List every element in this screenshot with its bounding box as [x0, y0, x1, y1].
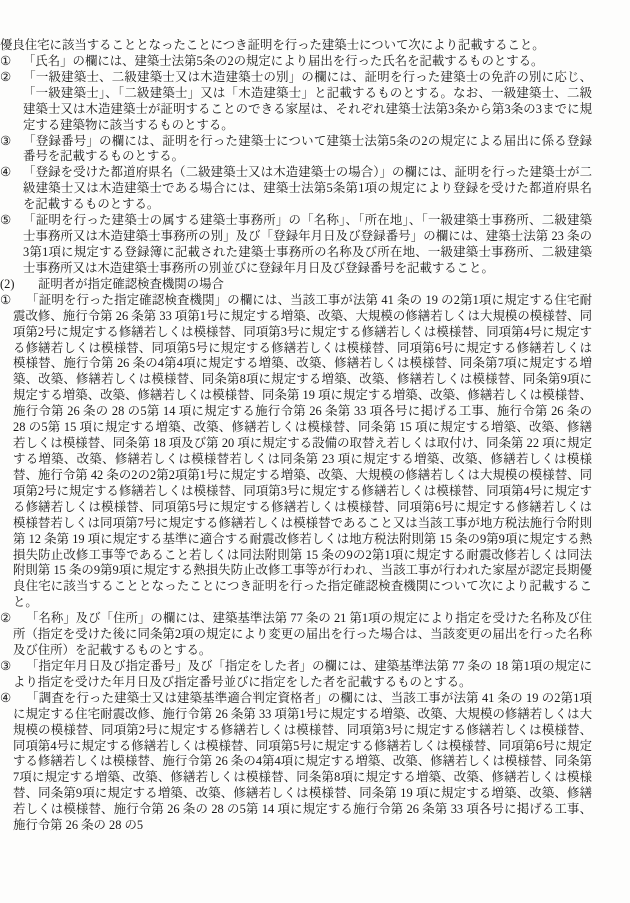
- item-marker: ③: [0, 133, 12, 148]
- list-item-2-1: [0, 293, 592, 611]
- list-item-2-2: [0, 611, 592, 659]
- document-body: [0, 38, 592, 834]
- item-text: 「氏名」の欄には、建築士法第5条の2の規定により届出を行った氏名を記載するものとする。: [23, 53, 544, 68]
- item-text: 「登録番号」の欄には、証明を行った建築士について建築士法第5条の2の規定による届出に係る登録番号を記載するものとする。: [23, 133, 592, 164]
- list-item-1-5: [0, 213, 592, 277]
- list-item-1-2: [0, 70, 592, 134]
- item-text: 「証明を行った建築士の属する建築士事務所」の「名称」、「所在地」、「一級建築士事務所、二級建築士事務所又は木造建築士事務所の別」及び「登録年月日及び登録番号」の欄には、建築士法第 23 条の3第1項に規定する登録簿に記載された建築士事務所の名称及び所在地、一級建築士事務所、二級建築士事務所又は木造建築士事務所の別並びに登録年月日及び登録番号を記載すること。: [23, 213, 592, 275]
- item-text: 「証明を行った指定確認検査機関」の欄には、当該工事が法第 41 条の 19 の2第1項に規定する住宅耐震改修、施行令第 26 条第 33 項第1号に規定する増築、改築、大規模の修繕若しくは大規模の模様替、同項第2号に規定する修繕若しくは模様替、同項第3号に規定する修繕若しくは模様替、同項第4号に規定する修繕若しくは模様替、同項第5号に規定する修繕若しくは模様替、同項第6号に規定する修繕若しくは模様替、施行令第 26 条の4第4項に規定する増築、改築、修繕若しくは模様替、同条第7項に規定する増築、改築、修繕若しくは模様替、同条第8項に規定する増築、改築、修繕若しくは模様替、同条第9項に規定する増築、改築、修繕若しくは模様替、同条第 19 項に規定する増築、改築、修繕若しくは模様替、施行令第 26 条の 28 の5第 14 項に規定する施行令第 26 条第 33 項各号に掲げる工事、施行令第 26 条の 28 の5第 15 項に規定する増築、改築、修繕若しくは模様替、同条第 15 項に規定する増築、改築、修繕若しくは模様替、同条第 18 項及び第 20 項に規定する設備の取替え若しくは取付け、同条第 22 項に規定する増築、改築、修繕若しくは模様替若しくは同条第 23 項に規定する増築、改築、修繕若しくは模様替、施行令第 42 条の2の2第2項第1号に規定する増築、改築、大規模の修繕若しくは大規模の模様替、同項第2号に規定する修繕若しくは模様替、同項第3号に規定する修繕若しくは模様替、同項第4号に規定する修繕若しくは模様替、同項第5号に規定する修繕若しくは模様替、同項第6号に規定する修繕若しくは模様替若しくは同項第7号に規定する修繕若しくは模様替であること又は当該工事が地方税法施行令附則第 12 条第 19 項に規定する基準に適合する耐震改修若しくは地方税法附則第 15 条の9第9項に規定する熱損失防止改修工事等であること若しくは同法附則第 15 条の9の2第1項に規定する耐震改修若しくは同法附則第 15 条の9第9項に規定する熱損失防止改修工事等が行われ、当該工事が行われた家屋が認定長期優良住宅に該当することとなったことにつき証明を行った指定確認検査機関について次により記載すること。: [13, 292, 592, 610]
- item-text: 「名称」及び「住所」の欄には、建築基準法第 77 条の 21 第1項の規定により指定を受けた名称及び住所（指定を受けた後に同条第2項の規定により変更の届出を行った場合は、当該変更の届出を行った名称及び住所）を記載するものとする。: [13, 611, 592, 658]
- item-marker: ②: [0, 611, 12, 626]
- item-marker: ④: [0, 165, 12, 180]
- item-marker: ④: [0, 690, 12, 705]
- item-marker: ①: [0, 53, 12, 68]
- section-marker: (2): [0, 276, 15, 291]
- section-title: 証明者が指定確認検査機関の場合: [38, 276, 224, 291]
- list-item-1-1: [0, 54, 592, 70]
- item-marker: ①: [0, 292, 12, 307]
- item-text: 「一級建築士、二級建築士又は木造建築士の別」の欄には、証明を行った建築士の免許の別に応じ、「一級建築士」、「二級建築士」又は「木造建築士」と記載するものとする。なお、一級建築士、二級建築士又は木造建築士が証明することのできる家屋は、それぞれ建築士法第3条から第3条の3までに規定する建築物に該当するものとする。: [23, 69, 592, 132]
- list-item-1-3: [0, 134, 592, 166]
- intro-paragraph: 優良住宅に該当することとなったことにつき証明を行った建築士について次により記載すること。: [0, 38, 545, 52]
- list-item-2-3: [0, 659, 592, 691]
- item-marker: ②: [0, 69, 12, 84]
- list-item-1-4: [0, 165, 592, 213]
- section-2-heading: [0, 277, 592, 293]
- item-text: 「調査を行った建築士又は建築基準適合判定資格者」の欄には、当該工事が法第 41 条の 19 の2第1項に規定する住宅耐震改修、施行令第 26 条第 33 項第1号に規定する増築、改築、大規模の修繕若しくは大規模の模様替、同項第2号に規定する修繕若しくは模様替、同項第3号に規定する修繕若しくは模様替、同項第4号に規定する修繕若しくは模様替、同項第5号に規定する修繕若しくは模様替、同項第6号に規定する修繕若しくは模様替、施行令第 26 条の4第4項に規定する増築、改築、修繕若しくは模様替、同条第7項に規定する増築、改築、修繕若しくは模様替、同条第8項に規定する増築、改築、修繕若しくは模様替、同条第9項に規定する増築、改築、修繕若しくは模様替、同条第 19 項に規定する増築、改築、修繕若しくは模様替、施行令第 26 条の 28 の5第 14 項に規定する施行令第 26 条第 33 項各号に掲げる工事、施行令第 26 条の 28 の5: [13, 690, 592, 833]
- item-marker: ⑤: [0, 213, 12, 228]
- item-text: 「指定年月日及び指定番号」及び「指定をした者」の欄には、建築基準法第 77 条の 18 第1項の規定により指定を受けた年月日及び指定番号並びに指定をした者を記載するものとする。: [13, 658, 592, 689]
- item-text: 「登録を受けた都道府県名（二級建築士又は木造建築士の場合）」の欄には、証明を行った建築士が二級建築士又は木造建築士である場合には、建築士法第5条第1項の規定により登録を受けた都道府県名を記載するものとする。: [23, 165, 592, 212]
- item-marker: ③: [0, 658, 12, 673]
- list-item-2-4: [0, 691, 592, 834]
